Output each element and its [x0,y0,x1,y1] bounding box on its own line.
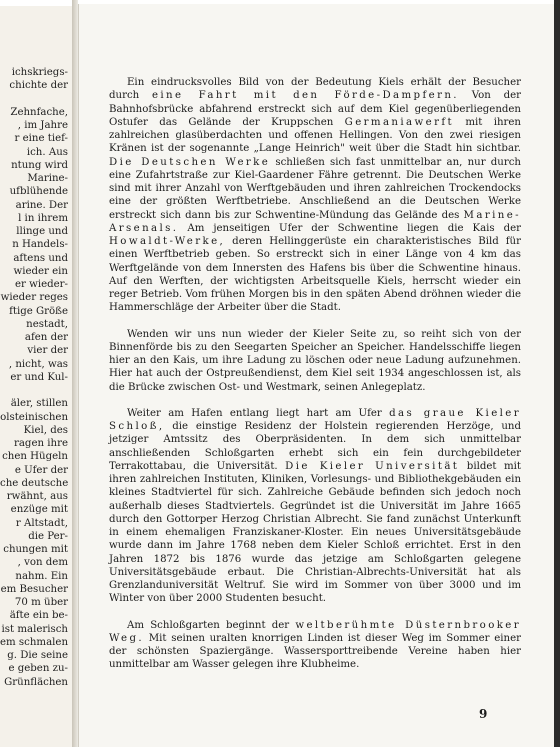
emphasized-text: Die Deutschen Werke [109,156,271,168]
emphasized-text: Howaldt-Werke, [109,236,226,247]
text-segment: schließen sich fast unmittelbar an, nur durch eine Zufahrtstraße zur Kiel-Gaardener Fähre getrennt. Die Deutschen Werke sind mit ihrer Anzahl von Werftgebäuden und ihren zahlreichen Trockendocks eine der größten Werftbetriebe. Anschließend an die Deutschen Werke erstreckt sich dann bis zur Schwentine-Mündung das Gelände des [109,156,521,221]
left-page-line: e Ufer der [14,464,68,476]
left-page-line: Grünflächen [4,676,68,688]
emphasized-text: Germaniawerft [344,116,455,128]
left-page-line: nestadt, [26,318,68,330]
left-page-line: , im Jahre [17,120,68,131]
left-page-line: er wieder- [14,279,68,290]
left-page-line: , nicht, was [8,358,68,370]
left-page-line: Kiel, des [23,424,68,436]
text-segment: Am jenseitigen Ufer der Schwentine liegen die Kais der [178,222,521,234]
paragraph-kieler-seite [109,328,521,394]
emphasized-text: weltberühmte Düsternbrooker Weg. [109,619,521,644]
left-page-line: Zehnfache, [10,106,68,118]
text-segment: mit ihren zahlreichen glasüberdachten und offenen Hellingen. Von den zwei riesigen Kränen ist der sogenannte „Lange Heinrich" weit über die Stadt hin sichtbar. [109,116,521,155]
emphasized-text: eine Fahrt mit den Förde-Dampfern. [151,90,459,102]
left-page-line: die Per- [28,530,68,542]
left-page-line: wieder ein [13,265,68,277]
text-segment: Von der Bahnhofsbrücke abfahrend erstreckt sich auf dem Kiel gegenüberliegenden Ostufer das Gelände der Kruppschen [109,90,521,128]
left-page-line: ichskriegs- [11,67,68,78]
left-page-line: chichte der [9,80,68,92]
left-page-line: che deutsche [0,477,69,489]
left-page-line: äler, stillen [10,398,68,410]
text-segment: Wenden wir uns nun wieder der Kieler Seite zu, so reiht sich von der Binnenförde bis zu den Seegarten Speicher an Speicher. Handelsschiffe liegen hier an den Kais, um ihre Ladung zu löschen oder neue Ladung aufzunehmen. Hier hat auch der Ostpreußendienst, dem Kiel seit 1934 angeschlossen ist, als die Brücke zwischen Ost- und Westmark, seinen Anlegeplatz. [109,328,521,393]
page-edge-shadow [554,0,560,747]
text-segment: Weiter am Hafen entlang liegt hart am Ufer [127,407,390,419]
body-text [109,76,521,685]
left-page [0,6,73,747]
paragraph-werften [109,76,521,315]
left-page-line: em Besucher [0,583,68,595]
left-page-line: em schmalen [0,636,69,648]
left-page-line: äfte ein be- [9,610,68,622]
text-segment: deren Hellinggerüste ein charakteristisches Bild für einen Werftbetrieb geben. So erstreckt sich in einer Länge von 4 km das Werftgelände von dem Innersten des Hafens bis über die Schwentine hinaus. Auf den Werften, der wichtigsten Arbeitsquelle Kiels, herrscht wieder ein reger Betrieb. Vom frühen Morgen bis in den späten Abend dröhnen wieder die Hammerschläge der Arbeiter über die Stadt. [109,236,521,314]
right-page [78,4,555,747]
left-page-line: e geben zu- [8,663,68,675]
emphasized-text: das graue Kieler Schloß, [109,407,521,432]
left-page-line: l in ihrem [18,212,68,224]
left-page-line: n Handels- [12,239,68,251]
left-page-line: ftige Größe [9,305,68,317]
paragraph-duesternbrooker-weg [109,619,521,672]
left-page-line: chungen mit [3,544,68,555]
left-page-line: olsteinischen [0,411,68,423]
emphasized-text: Die Kieler Universität [285,460,460,472]
left-page-line: r Altstadt, [15,517,68,529]
left-page-line: ich. Aus [26,146,68,158]
left-page-line: Marine- [27,173,68,184]
left-page-line: llinge und [16,226,68,237]
left-page-line: nahm. Ein [15,570,68,582]
left-page-line: 70 m über [14,597,68,608]
left-page-line: rwähnt, aus [6,491,68,502]
text-segment: Am Schloßgarten beginnt der [127,619,296,631]
left-page-line: er und Kul- [10,371,68,383]
page-number: 9 [479,707,488,721]
text-segment: Ein eindrucksvolles Bild von der Bedeutung Kiels erhält der Besucher durch [109,77,521,102]
text-segment: die einstige Residenz der Holstein regierenden Herzöge, und jetziger Amtssitz des Oberpräsidenten. In dem sich unmittelbar anschließenden Schloßgarten erhebt sich ein fein durchgebildeter Terrakottabau, die Universität. [109,421,521,472]
left-page-line: enzüge mit [10,504,68,516]
left-page-line: g. Die seine [7,650,68,661]
left-page-line: afen der [24,332,68,343]
left-page-line: r eine tief- [14,133,68,145]
left-page-line: ntung wird [11,159,68,171]
paragraph-schloss-universitaet [109,407,521,606]
left-page-line: arine. Der [15,199,68,211]
text-segment: bildet mit ihren zahlreichen Instituten, Kliniken, Vorlesungs- und Bibliothekgebäuden ein kleines Stadtviertel für sich. Zahlreiche Gebäude befinden sich jedoch noch außerhalb dieses Stadtviertels. Gegründet ist die Universität im Jahre 1665 durch den Gottorper Herzog Christian Albrecht. Sie fand zunächst Unterkunft in einem ehemaligen Franziskaner-Kloster. Ein neues Universitätsgebäude wurde dann im Jahre 1768 neben dem Kieler Schloß errichtet. Erst in den Jahren 1872 bis 1876 wurde das jetzige am Schloßgarten gelegene Universitätsgebäude erbaut. Die Christian-Albrechts-Universität hat als Grenzlanduniversität Weltruf. Sie wird im Sommer von über 3000 und im Winter von über 2000 Studenten besucht. [109,460,521,605]
left-page-line: ist malerisch [1,623,68,635]
left-page-line: vier der [27,345,68,357]
left-page-line: wieder reges [0,292,68,304]
left-page-line: aftens und [13,252,68,264]
left-page-line: ragen ihre [13,438,68,449]
emphasized-text: Marine-Arsenals. [109,209,521,234]
text-segment: Mit seinen uralten knorrigen Linden ist dieser Weg im Sommer einer der schönsten Spaziergänge. Wassersporttreibende Vereine haben hier unmittelbar am Wasser gelegen ihre Klubheime. [109,632,521,671]
left-page-line: ufblühende [9,186,68,198]
left-page-line: , von dem [17,557,68,569]
left-page-line: chen Hügeln [2,451,68,463]
